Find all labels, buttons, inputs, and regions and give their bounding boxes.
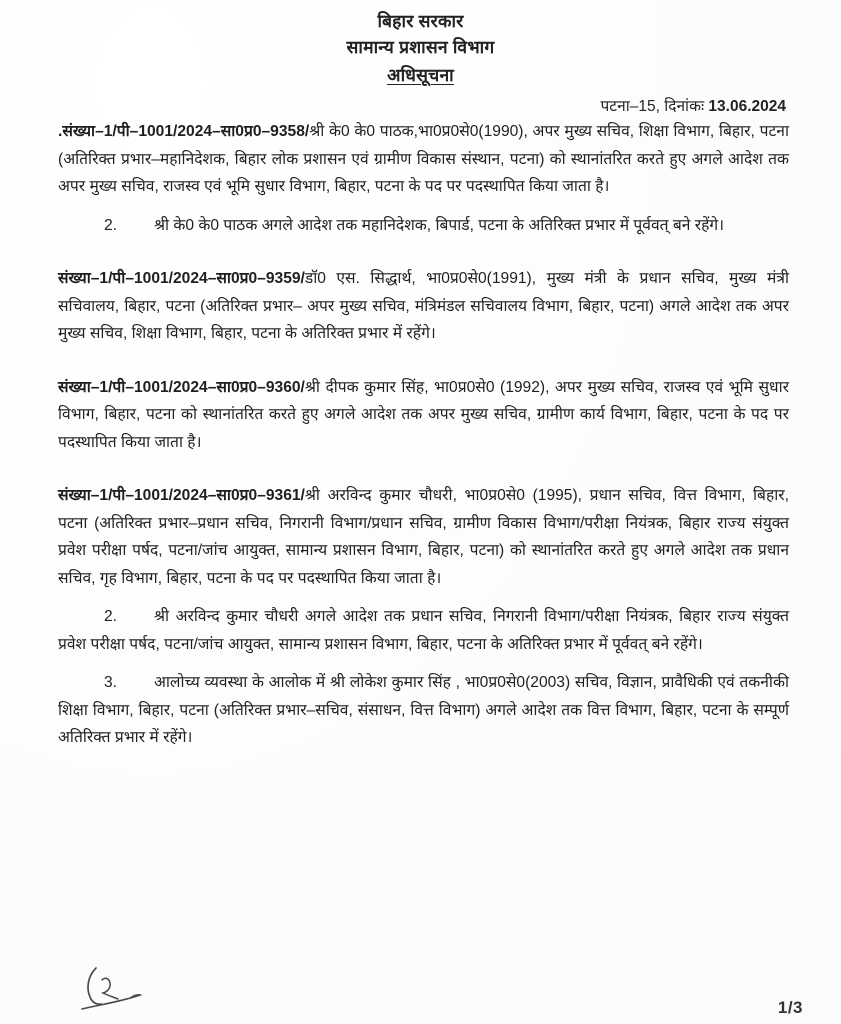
order-block	[58, 482, 789, 592]
handwritten-signature-mark	[78, 962, 198, 1022]
document-body	[0, 118, 841, 752]
order-text: श्री के0 के0 पाठक,भा0प्र0से0(1990), अपर मुख्य सचिव, शिक्षा विभाग, बिहार, पटना (अतिरिक्त प्रभार–महानिदेशक, बिहार लोक प्रशासन एवं ग्रामीण विकास संस्थान, पटना) को स्थानांतरित करते हुए अगले आदेश तक अपर मुख्य सचिव, राजस्व एवं भूमि सुधार विभाग, बिहार, पटना के पद पर पदस्थापित किया जाता है।	[58, 123, 789, 195]
order-reference-number: संख्या–1/पी–1001/2024–सा0प्र0–9359/	[58, 270, 305, 287]
subpoint-number: 3.	[104, 674, 118, 691]
order-subpoint	[58, 669, 789, 752]
dateline-place: पटना–15, दिनांकः	[600, 98, 705, 115]
dateline	[0, 94, 841, 116]
subpoint-text: श्री अरविन्द कुमार चौधरी अगले आदेश तक प्रधान सचिव, निगरानी विभाग/परीक्षा नियंत्रक, बिहार राज्य संयुक्त प्रवेश परीक्षा पर्षद, पटना/जांच आयुक्त, सामान्य प्रशासन विभाग, बिहार, पटना के अतिरिक्त प्रभार में पूर्ववत् बने रहेंगे।	[58, 608, 789, 653]
order-block	[58, 265, 789, 348]
order-subpoint	[58, 212, 789, 240]
government-name: बिहार सरकार	[377, 11, 464, 31]
subpoint-text: श्री के0 के0 पाठक अगले आदेश तक महानिदेशक, बिपार्ड, पटना के अतिरिक्त प्रभार में पूर्ववत् बने रहेंगे।	[154, 216, 725, 234]
order-reference-number: संख्या–1/पी–1001/2024–सा0प्र0–9360/	[58, 378, 305, 396]
order-text: श्री दीपक कुमार सिंह, भा0प्र0से0 (1992), अपर मुख्य सचिव, राजस्व एवं भूमि सुधार विभाग, बिहार, पटना को स्थानांतरित करते हुए अगले आदेश तक अपर मुख्य सचिव, ग्रामीण कार्य विभाग, बिहार, पटना के पद पर पदस्थापित किया जाता है।	[58, 378, 789, 451]
subpoint-number: 2.	[104, 608, 118, 625]
spacer	[58, 348, 789, 374]
order-text: श्री अरविन्द कुमार चौधरी, भा0प्र0से0 (1995), प्रधान सचिव, वित्त विभाग, बिहार, पटना (अतिरिक्त प्रभार–प्रधान सचिव, निगरानी विभाग/प्रधान सचिव, ग्रामीण विकास विभाग/परीक्षा नियंत्रक, बिहार राज्य संयुक्त प्रवेश परीक्षा पर्षद, पटना/जांच आयुक्त, सामान्य प्रशासन विभाग, बिहार, पटना) को स्थानांतरित करते हुए अगले आदेश तक प्रधान सचिव, गृह विभाग, बिहार, पटना के पद पर पदस्थापित किया जाता है।	[58, 487, 789, 587]
order-text: डॉ0 एस. सिद्धार्थ, भा0प्र0से0(1991), मुख्य मंत्री के प्रधान सचिव, मुख्य मंत्री सचिवालय, बिहार, पटना (अतिरिक्त प्रभार– अपर मुख्य सचिव, मंत्रिमंडल सचिवालय विभाग, बिहार, पटना) अगले आदेश तक अपर मुख्य सचिव, शिक्षा विभाग, बिहार, पटना के अतिरिक्त प्रभार में रहेंगे।	[58, 270, 789, 342]
order-subpoint	[58, 603, 789, 658]
spacer	[58, 658, 789, 669]
spacer	[58, 592, 789, 603]
spacer	[58, 456, 789, 482]
order-block	[58, 118, 789, 201]
order-reference-number: .संख्या–1/पी–1001/2024–सा0प्र0–9358/	[58, 123, 310, 140]
subpoint-text: आलोच्य व्यवस्था के आलोक में श्री लोकेश कुमार सिंह , भा0प्र0से0(2003) सचिव, विज्ञान, प्रावैधिकी एवं तकनीकी शिक्षा विभाग, बिहार, पटना (अतिरिक्त प्रभार–सचिव, संसाधन, वित्त विभाग) अगले आदेश तक वित्त विभाग, बिहार, पटना के सम्पूर्ण अतिरिक्त प्रभार में रहेंगे।	[58, 674, 789, 746]
document-header	[0, 0, 841, 89]
order-block	[58, 374, 789, 457]
spacer	[58, 201, 789, 212]
notification-title: अधिसूचना	[387, 65, 454, 85]
order-reference-number: संख्या–1/पी–1001/2024–सा0प्र0–9361/	[58, 487, 305, 504]
department-name: सामान्य प्रशासन विभाग	[346, 37, 495, 57]
page-number: 1/3	[777, 998, 803, 1017]
dateline-date: 13.06.2024	[708, 98, 786, 115]
spacer	[58, 239, 789, 265]
subpoint-number: 2.	[104, 216, 118, 234]
